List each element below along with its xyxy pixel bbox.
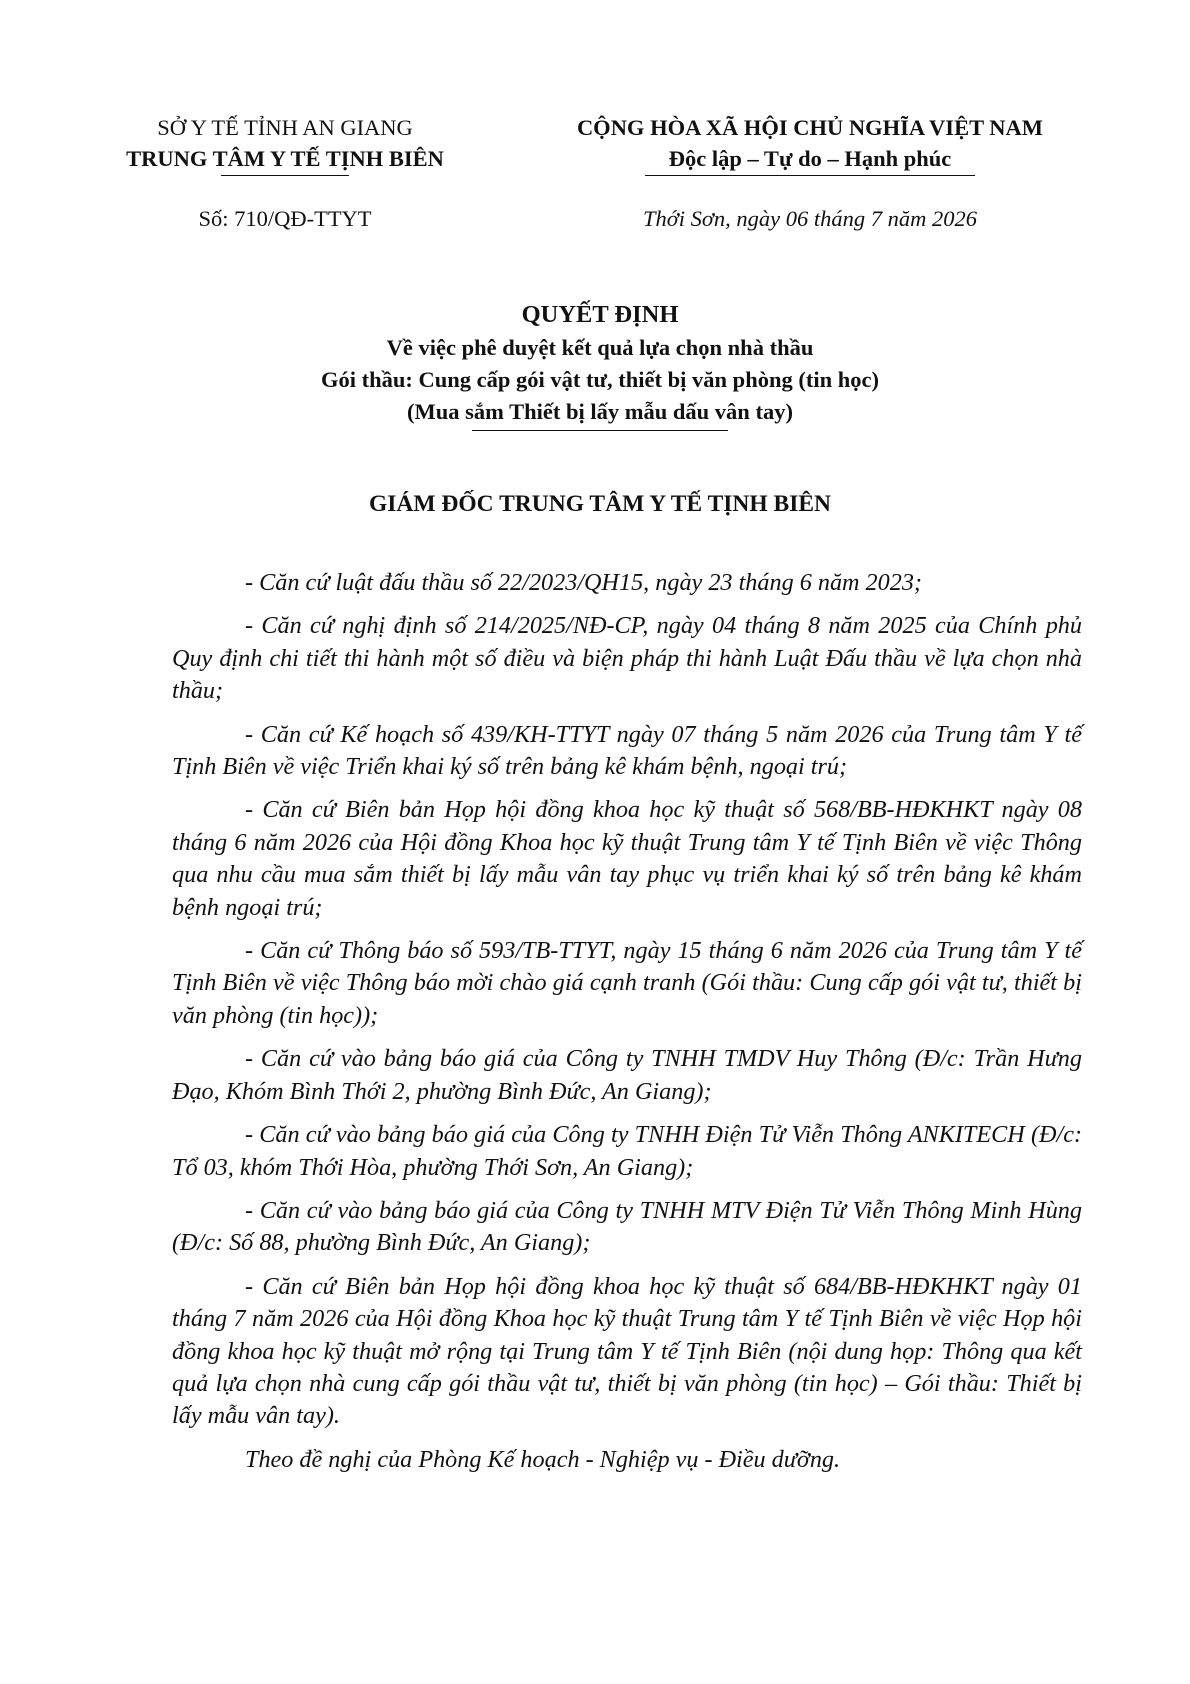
legal-basis-item: - Căn cứ Biên bản Họp hội đồng khoa học kỹ thuật số 684/BB-HĐKHKT ngày 01 tháng 7 năm 2026 của Hội đồng Khoa học kỹ thuật Trung tâm Y tế Tịnh Biên về việc Họp hội đồng khoa học kỹ thuật mở rộng tại Trung tâm Y tế Tịnh Biên (nội dung họp: Thông qua kết quả lựa chọn nhà cung cấp gói thầu vật tư, thiết bị văn phòng (tin học) – Gói thầu: Thiết bị lấy mẫu vân tay).: [172, 1272, 1082, 1430]
legal-basis-item: - Căn cứ vào bảng báo giá của Công ty TNHH Điện Tử Viễn Thông ANKITECH (Đ/c: Tổ 03, khóm Thới Hòa, phường Thới Sơn, An Giang);: [172, 1121, 1082, 1181]
legal-basis-item: - Căn cứ luật đấu thầu số 22/2023/QH15, ngày 23 tháng 6 năm 2023;: [245, 569, 922, 596]
national-header: [530, 112, 1090, 176]
proposal-statement: Theo đề nghị của Phòng Kế hoạch - Nghiệp vụ - Điều dưỡng.: [245, 1445, 841, 1473]
issuing-agency-header: [110, 112, 460, 176]
place-and-date: Thới Sơn, ngày 06 tháng 7 năm 2026: [642, 206, 978, 231]
parent-agency-name: SỞ Y TẾ TỈNH AN GIANG: [157, 115, 413, 140]
national-title: CỘNG HÒA XÃ HỘI CHỦ NGHĨA VIỆT NAM: [576, 115, 1044, 140]
issuing-authority: GIÁM ĐỐC TRUNG TÂM Y TẾ TỊNH BIÊN: [368, 491, 832, 517]
legal-basis-item: - Căn cứ vào bảng báo giá của Công ty TNHH MTV Điện Tử Viễn Thông Minh Hùng (Đ/c: Số 88, phường Bình Đức, An Giang);: [172, 1196, 1082, 1257]
motto-underline: [645, 175, 975, 176]
legal-basis-item: - Căn cứ vào bảng báo giá của Công ty TNHH TMDV Huy Thông (Đ/c: Trần Hưng Đạo, Khóm Bình Thới 2, phường Bình Đức, An Giang);: [172, 1045, 1082, 1105]
legal-basis-item: - Căn cứ Biên bản Họp hội đồng khoa học kỹ thuật số 568/BB-HĐKHKT ngày 08 tháng 6 năm 2026 của Hội đồng Khoa học kỹ thuật Trung tâm Y tế Tịnh Biên về việc Thông qua nhu cầu mua sắm thiết bị lấy mẫu vân tay phục vụ triển khai ký số trên bảng kê khám bệnh ngoại trú;: [172, 796, 1082, 921]
document-number: Số: 710/QĐ-TTYT: [198, 206, 372, 231]
agency-name: TRUNG TÂM Y TẾ TỊNH BIÊN: [126, 146, 444, 171]
legal-basis-item: - Căn cứ nghị định số 214/2025/NĐ-CP, ngày 04 tháng 8 năm 2025 của Chính phủ Quy định chi tiết thi hành một số điều và biện pháp thi hành Luật Đấu thầu về lựa chọn nhà thầu;: [172, 612, 1082, 705]
national-motto: Độc lập – Tự do – Hạnh phúc: [668, 146, 952, 171]
package-name: Gói thầu: Cung cấp gói vật tư, thiết bị văn phòng (tin học): [321, 367, 879, 392]
title-underline: [472, 430, 728, 431]
legal-basis-section: [172, 567, 1082, 1487]
agency-underline: [221, 175, 349, 176]
decision-subject: Về việc phê duyệt kết quả lựa chọn nhà thầu: [386, 335, 814, 360]
legal-basis-item: - Căn cứ Thông báo số 593/TB-TTYT, ngày 15 tháng 6 năm 2026 của Trung tâm Y tế Tịnh Biên về việc Thông báo mời chào giá cạnh tranh (Gói thầu: Cung cấp gói vật tư, thiết bị văn phòng (tin học));: [172, 937, 1082, 1029]
package-detail: (Mua sắm Thiết bị lấy mẫu dấu vân tay): [407, 399, 793, 424]
decision-title: QUYẾT ĐỊNH: [521, 301, 679, 328]
legal-basis-item: - Căn cứ Kế hoạch số 439/KH-TTYT ngày 07 tháng 5 năm 2026 của Trung tâm Y tế Tịnh Biên về việc Triển khai ký số trên bảng kê khám bệnh, ngoại trú;: [172, 720, 1082, 781]
decision-title-block: [120, 298, 1080, 431]
